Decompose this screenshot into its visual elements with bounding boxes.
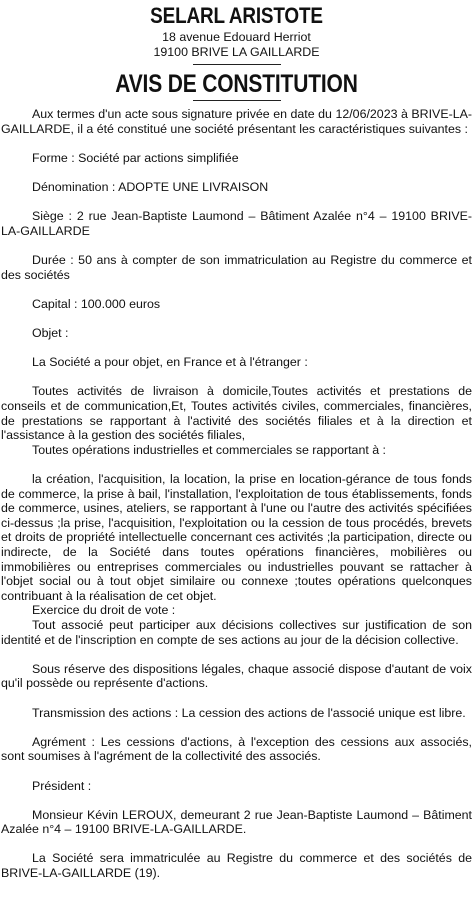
company-name: SELARL ARISTOTE <box>150 3 323 28</box>
paragraph-immatriculation: La Société sera immatriculée au Registre du commerce et des sociétés de BRIVE-LA-GAILLARDE (19). <box>1 851 472 881</box>
paragraph-objet-label: Objet : <box>32 326 69 341</box>
legal-notice <box>0 4 473 915</box>
divider <box>193 100 281 101</box>
paragraph-objet-intro: La Société a pour objet, en France et à l'étranger : <box>32 355 308 370</box>
company-address-line2: 19100 BRIVE LA GAILLARDE <box>153 44 320 59</box>
paragraph-forme: Forme : Société par actions simplifiée <box>32 150 239 165</box>
paragraph-agrement: Agrément : Les cessions d'actions, à l'exception des cessions aux associés, sont soumises à l'agrément de la collectivité des associés. <box>1 734 472 764</box>
paragraph-transmission: Transmission des actions : La cession des actions de l'associé unique est libre. <box>32 705 466 720</box>
paragraph-vote-label: Exercice du droit de vote : <box>32 603 176 618</box>
paragraph-duree: Durée : 50 ans à compter de son immatriculation au Registre du commerce et des sociétés <box>1 253 472 282</box>
paragraph-activites: Toutes activités de livraison à domicile,Toutes activités et prestations de conseils et de communication,Et, Toutes activités civiles, commerciales, financières, de prestations se rapportant à l'activité des sociétés filiales et à la direction et l'assistance à la gestion des sociétés filiales, <box>1 384 472 443</box>
paragraph-voix: Sous réserve des dispositions légales, chaque associé dispose d'autant de voix qu'il possède ou représente d'actions. <box>1 661 472 691</box>
paragraph-president: Monsieur Kévin LEROUX, demeurant 2 rue Jean-Baptiste Laumond – Bâtiment Azalée n°4 – 19100 BRIVE-LA-GAILLARDE. <box>1 807 472 837</box>
paragraph-intro: Aux termes d'un acte sous signature privée en date du 12/06/2023 à BRIVE-LA-GAILLARDE, il a été constitué une société présentant les caractéristiques suivantes : <box>1 107 472 136</box>
paragraph-capital: Capital : 100.000 euros <box>32 296 161 311</box>
notice-body <box>1 107 472 880</box>
paragraph-president-label: Président : <box>32 778 92 793</box>
paragraph-operations: Toutes opérations industrielles et commerciales se rapportant à : <box>32 442 386 457</box>
paragraph-objet-detail: la création, l'acquisition, la location, la prise en location-gérance de tous fonds de commerce, la prise à bail, l'installation, l'exploitation de tous établissements, fonds de commerce, usines, ateliers, se rapportant à l'une ou l'autre des activités spécifiées ci-dessus ;la prise, l'acquisition, l'exploitation ou la cession de tous procédés, brevets et droits de propriété intellectuelle concernant ces activités ;la participation, directe ou indirecte, de la Société dans toutes opérations financières, mobilières ou immobilières ou entreprises commerciales ou industrielles pouvant se rattacher à l'objet social ou à tout objet similaire ou connexe ;toutes opérations quelconques contribuant à la réalisation de cet objet. <box>1 472 472 603</box>
paragraph-siege: Siège : 2 rue Jean-Baptiste Laumond – Bâtiment Azalée n°4 – 19100 BRIVE-LA-GAILLARDE <box>1 209 472 238</box>
paragraph-denomination: Dénomination : ADOPTE UNE LIVRAISON <box>32 180 269 195</box>
divider <box>193 64 281 65</box>
paragraph-vote-detail: Tout associé peut participer aux décisions collectives sur justification de son identité et de l'inscription en compte de ses actions au jour de la décision collective. <box>1 617 472 647</box>
notice-title: AVIS DE CONSTITUTION <box>115 70 358 99</box>
company-address-line1: 18 avenue Edouard Herriot <box>162 30 311 44</box>
